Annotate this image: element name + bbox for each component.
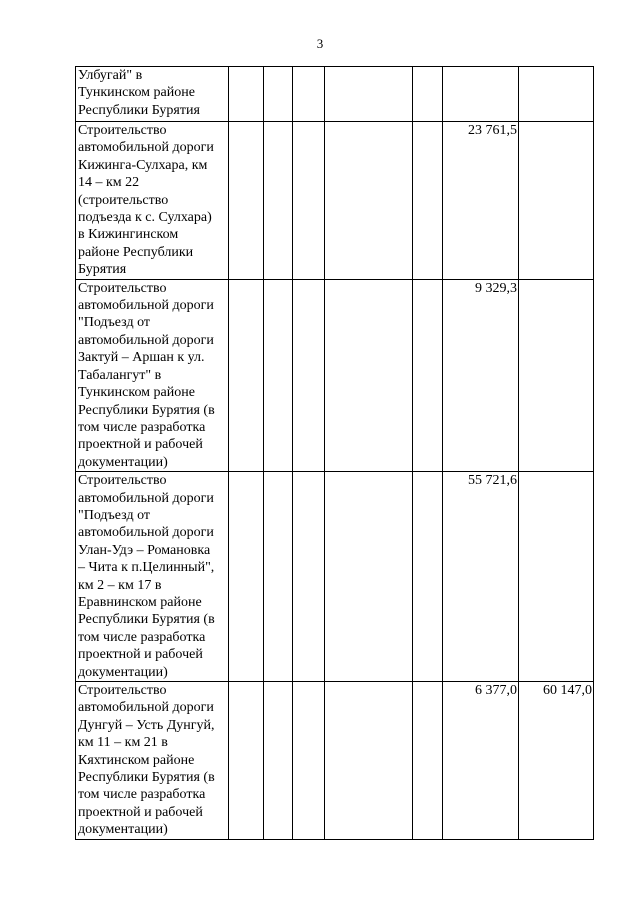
object-name-cell: Улбугай" в Тункинском районе Республики Бурятия: [76, 67, 229, 122]
empty-cell: [413, 472, 443, 682]
empty-cell: [293, 682, 325, 840]
empty-cell: [325, 122, 413, 280]
amount-cell: 6 377,0: [443, 682, 519, 840]
empty-cell: [229, 122, 264, 280]
amount-cell: 55 721,6: [443, 472, 519, 682]
empty-cell: [293, 122, 325, 280]
empty-cell: [413, 67, 443, 122]
total-cell: 60 147,0: [519, 682, 594, 840]
empty-cell: [293, 472, 325, 682]
empty-cell: [264, 122, 293, 280]
empty-cell: [325, 682, 413, 840]
table-row: [76, 122, 594, 280]
table-row: [76, 472, 594, 682]
empty-cell: [229, 682, 264, 840]
empty-cell: [264, 67, 293, 122]
total-cell: [519, 279, 594, 471]
table-row: [76, 67, 594, 122]
object-name-cell: Строительство автомобильной дороги "Подъезд от автомобильной дороги Улан-Удэ – Романовка – Чита к п.Целинный", км 2 – км 17 в Еравнинском районе Республики Бурятия (в том числе разработка проектной и рабочей документации): [76, 472, 229, 682]
empty-cell: [413, 122, 443, 280]
empty-cell: [264, 682, 293, 840]
object-name-cell: Строительство автомобильной дороги Дунгуй – Усть Дунгуй, км 11 – км 21 в Кяхтинском районе Республики Бурятия (в том числе разработка проектной и рабочей документации): [76, 682, 229, 840]
empty-cell: [229, 472, 264, 682]
total-cell: [519, 122, 594, 280]
empty-cell: [325, 472, 413, 682]
object-name-cell: Строительство автомобильной дороги "Подъезд от автомобильной дороги Зактуй – Аршан к ул. Табалангут" в Тункинском районе Республики Бурятия (в том числе разработка проектной и рабочей документации): [76, 279, 229, 471]
amount-cell: [443, 67, 519, 122]
empty-cell: [229, 67, 264, 122]
total-cell: [519, 472, 594, 682]
empty-cell: [325, 67, 413, 122]
object-name-cell: Строительство автомобильной дороги Кижинга-Сулхара, км 14 – км 22 (строительство подъезда к с. Сулхара) в Кижингинском районе Республики Бурятия: [76, 122, 229, 280]
page-number: 3: [316, 36, 324, 51]
empty-cell: [264, 279, 293, 471]
empty-cell: [413, 682, 443, 840]
total-cell: [519, 67, 594, 122]
budget-table: [75, 66, 594, 840]
empty-cell: [264, 472, 293, 682]
amount-cell: 9 329,3: [443, 279, 519, 471]
empty-cell: [325, 279, 413, 471]
empty-cell: [293, 67, 325, 122]
empty-cell: [293, 279, 325, 471]
empty-cell: [413, 279, 443, 471]
table-row: [76, 279, 594, 471]
table-row: [76, 682, 594, 840]
amount-cell: 23 761,5: [443, 122, 519, 280]
empty-cell: [229, 279, 264, 471]
